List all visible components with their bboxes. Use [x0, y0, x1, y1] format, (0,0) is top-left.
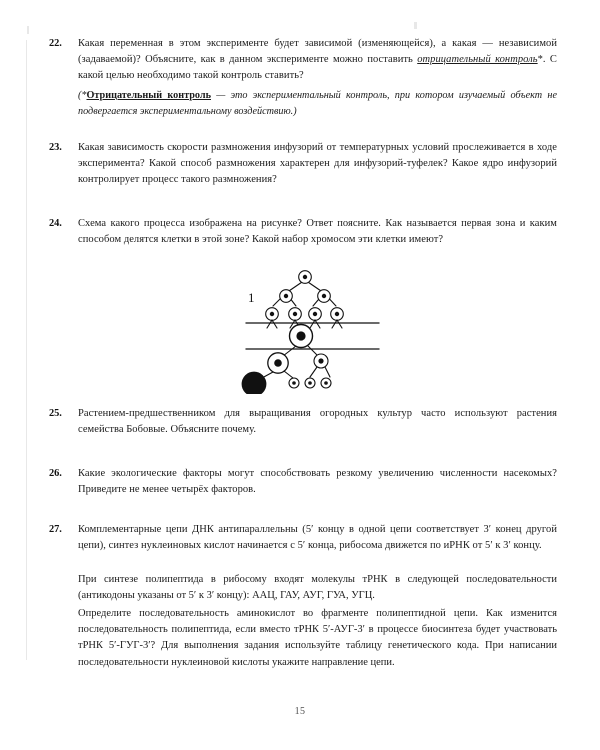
scan-speck: [414, 22, 417, 29]
question-24-text: Схема какого процесса изображена на рисунке? Ответ поясните. Как называется первая зона и каким способом делятся клетки в этой зоне? Какой набор хромосом эти клетки имеют?: [78, 218, 557, 246]
question-24: [49, 216, 557, 248]
question-22: [49, 36, 557, 85]
question-24-body: [78, 216, 557, 248]
scan-speck: [27, 26, 29, 34]
question-27: [49, 522, 557, 554]
question-25-text: Растением-предшественником для выращивания огородных культур часто используют растения семейства Бобовые. Объясните почему.: [78, 408, 557, 436]
footnote-negative-control: [78, 88, 557, 120]
question-25-body: [78, 406, 557, 438]
gametogenesis-diagram: [232, 266, 392, 394]
page-number: 15: [294, 706, 306, 717]
scan-artifact-line: [26, 40, 27, 660]
question-23-body: [78, 140, 557, 189]
question-23-number: 23.: [49, 142, 62, 153]
figure-zone-label-1: 1: [248, 290, 255, 305]
q22-seg-1: Какая переменная в этом эксперименте будет зависимой (изменяющейся), а какая — независимой (задаваемой)? Объясните, как в данном эксперименте можно поставить: [78, 38, 557, 66]
question-26-number: 26.: [49, 468, 62, 479]
question-23: [49, 140, 557, 189]
question-25-number: 25.: [49, 408, 62, 419]
footnote-prefix: (*: [78, 90, 87, 101]
question-27-number: 27.: [49, 524, 62, 535]
question-27-paragraph-2: При синтезе полипептида в рибосому входят молекулы тРНК в следующей последовательности (антикодоны указаны от 5′ к 3′ концу): ААЦ, ГАУ, АУГ, ГУА, УГЦ.: [78, 574, 557, 602]
question-24-number: 24.: [49, 218, 62, 229]
q22-seg-3: *. С какой целью необходимо такой контроль ставить?: [78, 54, 557, 82]
question-26: [49, 466, 557, 498]
question-22-text: [78, 36, 557, 85]
question-26-text: Какие экологические факторы могут способствовать резкому увеличению численности насекомых? Приведите не менее четырёх факторов.: [78, 468, 557, 496]
question-27-body: [78, 522, 557, 554]
q22-seg-emphasis: отрицательный контроль: [417, 54, 538, 66]
question-27-paragraph-3: Определите последовательность аминокислот во фрагменте полипептидной цепи. Как изменится последовательность полипептида, если вместо тРНК 5′-АУГ-3′ в процессе биосинтеза будет участвовать тРНК 5′-ГУГ-3′? Для выполнения задания используйте таблицу генетического кода. При написании последовательности нуклеиновой кислоты укажите направление цепи.: [78, 608, 557, 668]
question-23-text: Какая зависимость скорости размножения инфузорий от температурных условий прослеживается в ходе эксперимента? Какой способ размножения характерен для инфузорий-туфелек? Какое ядро инфузорий контролирует процесс такого размножения?: [78, 142, 557, 186]
question-25: [49, 406, 557, 438]
footnote-term: Отрицательный контроль: [86, 90, 211, 101]
footnote-rest: — это экспериментальный контроль, при котором изучаемый объект не подвергается экспериментальному воздействию.): [78, 90, 557, 117]
question-27-text: Комплементарные цепи ДНК антипараллельны (5′ концу в одной цепи соответствует 3′ конец другой цепи), синтез нуклеиновых кислот начинается с 5′ конца, рибосома движется по иРНК от 5′ к 3′ концу.: [78, 524, 557, 552]
question-22-body: [78, 36, 557, 85]
question-26-body: [78, 466, 557, 498]
question-22-number: 22.: [49, 38, 62, 49]
